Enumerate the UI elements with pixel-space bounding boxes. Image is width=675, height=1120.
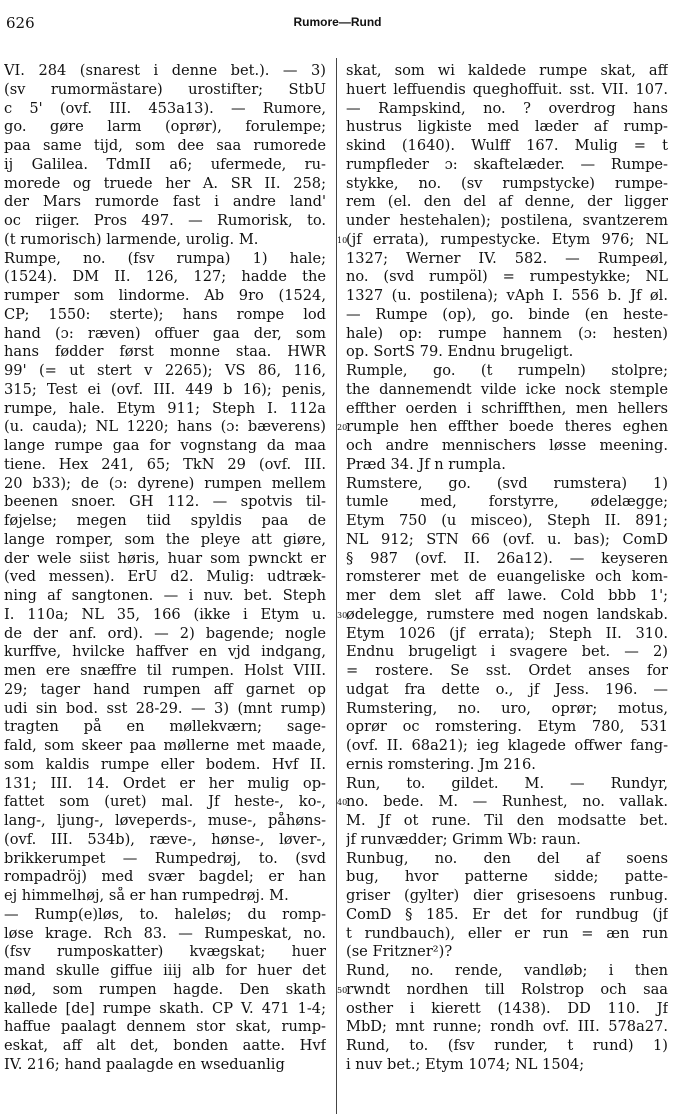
text-line: ning af sangtonen. — i nuv. bet. Steph — [4, 587, 326, 604]
text-line: (1524). DM II. 126, 127; hadde the — [4, 268, 326, 286]
text-line: 1327 (u. postilena); vAph I. 556 b. Jf øl. — [346, 287, 668, 304]
column-divider — [336, 58, 337, 1114]
text-line: Rund, no. rende, vandløb; i then — [346, 962, 668, 979]
text-line: føjelse; megen tiid spyldis paa de — [4, 512, 326, 529]
text-line: 315; Test ei (ovf. III. 449 b 16); penis, — [4, 380, 326, 398]
text-line: tumle med, forstyrre, ødelægge; — [346, 493, 668, 511]
text-line: som kaldis rumpe eller bodem. Hvf II. — [4, 755, 326, 773]
text-line: i nuv bet.; Etym 1074; NL 1504; — [346, 1055, 585, 1073]
text-line: (ovf. III. 534b), ræve-, hønse-, løver-, — [4, 830, 326, 848]
text-line: MbD; mnt runne; rondh ovf. III. 578a27. — [346, 1018, 668, 1036]
text-line: the dannemendt vilde icke nock stemple — [346, 380, 668, 398]
line-number-marker: 10 — [337, 235, 348, 245]
text-line: hustrus ligkiste med læder af rump- — [346, 118, 668, 136]
text-line: Etym 1026 (jf errata); Steph II. 310. — [346, 624, 668, 642]
text-line: CP; 1550: sterte); hans rompe lod — [4, 305, 326, 323]
text-line: effther oerden i schriffthen, men hellers — [346, 399, 668, 417]
text-line: Etym 750 (u misceo), Steph II. 891; — [346, 512, 668, 529]
text-line: Rund, to. (fsv runder, t rund) 1) — [346, 1037, 668, 1054]
line-number-marker: 20 — [337, 423, 348, 433]
text-line: løse krage. Rch 83. — Rumpeskat, no. — [4, 924, 326, 942]
text-line: rompadröj) med svær bagdel; er han — [4, 868, 326, 886]
text-line: huert leffuendis queghoffuit. sst. VII. 107. — [346, 80, 668, 98]
text-line: 99' (= ut stert v 2265); VS 86, 116, — [4, 362, 326, 379]
text-line: lang-, ljung-, løveperds-, muse-, påhøns- — [4, 812, 326, 829]
text-line: (u. cauda); NL 1220; hans (ɔ: bæverens) — [4, 418, 326, 436]
text-line: skat, som wi kaldede rumpe skat, aff — [346, 62, 668, 79]
text-line: oprør oc romstering. Etym 780, 531 — [346, 718, 668, 736]
text-line: rem (el. den del af denne, der ligger — [346, 193, 668, 211]
text-line: tiene. Hex 241, 65; TkN 29 (ovf. III. — [4, 455, 326, 473]
text-line: morede og truede her A. SR II. 258; — [4, 174, 326, 192]
text-line: bug, hvor patterne sidde; patte- — [346, 868, 668, 886]
text-line: go. gøre larm (oprør), forulempe; — [4, 118, 326, 136]
text-line: Runbug, no. den del af soens — [346, 849, 668, 867]
line-number-marker: 50 — [337, 985, 348, 995]
text-line: Rumstere, go. (svd rumstera) 1) — [346, 474, 668, 492]
text-line: ComD § 185. Er det for rundbug (jf — [346, 905, 668, 923]
text-line: 20 b33); de (ɔ: dyrene) rumpen mellem — [4, 474, 326, 492]
text-line: kurffve, hvilcke haffver en vjd indgang, — [4, 643, 326, 661]
text-line: = rostere. Se sst. Ordet anses for — [346, 662, 668, 679]
text-line: rumpe, hale. Etym 911; Steph I. 112a — [4, 399, 326, 417]
text-line: kallede [de] rumpe skath. CP V. 471 1-4; — [4, 999, 326, 1017]
text-line: Endnu brugeligt i svagere bet. — 2) — [346, 643, 668, 661]
text-line: brikkerumpet — Rumpedrøj, to. (svd — [4, 849, 326, 867]
text-line: — Rampskind, no. ? overdrog hans — [346, 99, 668, 117]
text-line: lange romper, som the pleye att giøre, — [4, 530, 326, 548]
text-line: osther i kierett (1438). DD 110. Jf — [346, 999, 668, 1017]
text-line: mand skulle giffue iiij alb for huer det — [4, 962, 326, 979]
text-line: tragten på en møllekværn; sage- — [4, 718, 326, 736]
text-line: 131; III. 14. Ordet er her mulig op- — [4, 774, 326, 792]
text-line: (t rumorisch) larmende, urolig. M. — [4, 230, 259, 248]
text-line: ernis romstering. Jm 216. — [346, 755, 536, 773]
text-line: rumper som lindorme. Ab 9ro (1524, — [4, 287, 326, 304]
text-line: Rumpe, no. (fsv rumpa) 1) hale; — [4, 249, 326, 267]
text-line: mer dem slet aff lawe. Cold bbb 1'; — [346, 587, 668, 604]
text-line: Præd 34. Jf n rumpla. — [346, 455, 506, 473]
left-column — [4, 62, 326, 1075]
text-line: udgat fra dette o., jf Jess. 196. — — [346, 680, 668, 698]
text-line: paa same tijd, som dee saa rumorede — [4, 137, 326, 154]
text-line: under hestehalen); postilena, svantzerem — [346, 212, 668, 229]
text-line: der Mars rumorde fast i andre land' — [4, 193, 326, 211]
text-line: — Rump(e)løs, to. haleløs; du romp- — [4, 905, 326, 923]
text-line: Rumple, go. (t rumpeln) stolpre; — [346, 362, 668, 379]
text-line: nød, som rumpen hagde. Den skath — [4, 980, 326, 998]
text-line: (jf errata), rumpestycke. Etym 976; NL — [346, 230, 668, 248]
text-line: § 987 (ovf. II. 26a12). — keyseren — [346, 549, 668, 567]
text-line: stykke, no. (sv rumpstycke) rumpe- — [346, 174, 668, 192]
page-number: 626 — [6, 14, 35, 32]
text-line: (fsv rumposkatter) kvægskat; huer — [4, 943, 326, 961]
text-line: c 5' (ovf. III. 453a13). — Rumore, — [4, 99, 326, 117]
text-line: der wele siist høris, huar som pwnckt er — [4, 549, 326, 567]
text-line: (ved messen). ErU d2. Mulig: udtræk- — [4, 568, 326, 586]
text-line: I. 110a; NL 35, 166 (ikke i Etym u. — [4, 605, 326, 623]
text-line: (sv rumormästare) urostifter; StbU — [4, 80, 326, 98]
text-line: griser (gylter) dier grisesoens runbug. — [346, 887, 668, 904]
text-line: rwndt nordhen till Rolstrop och saa — [346, 980, 668, 998]
text-line: udi sin bod. sst 28-29. — 3) (mnt rump) — [4, 699, 326, 717]
text-line: ej himmelhøj, så er han rumpedrøj. M. — [4, 887, 289, 904]
text-line: (se Fritzner²)? — [346, 943, 453, 961]
text-line: Rumstering, no. uro, oprør; motus, — [346, 699, 668, 717]
text-line: fattet som (uret) mal. Jf heste-, ko-, — [4, 793, 326, 811]
text-line: rumpfleder ɔ: skaftelæder. — Rumpe- — [346, 155, 668, 173]
line-number-marker: 40 — [337, 798, 348, 808]
text-line: oc riiger. Pros 497. — Rumorisk, to. — [4, 212, 326, 229]
text-line: fald, som skeer paa møllerne met maade, — [4, 737, 326, 754]
text-line: eskat, aff alt det, bonden aatte. Hvf — [4, 1037, 326, 1054]
text-line: och andre mennischers løsse meening. — [346, 437, 668, 454]
text-line: IV. 216; hand paalagde en wseduanlig — [4, 1055, 285, 1073]
text-line: — Rumpe (op), go. binde (en heste- — [346, 305, 668, 323]
text-line: (ovf. II. 68a21); ieg klagede offwer fang- — [346, 737, 668, 754]
text-line: men ere snæffre til rumpen. Holst VIII. — [4, 662, 326, 679]
text-line: skind (1640). Wulff 167. Mulig = t — [346, 137, 668, 154]
text-line: haffue paalagt dennem stor skat, rump- — [4, 1018, 326, 1036]
text-line: 1327; Werner IV. 582. — Rumpeøl, — [346, 249, 668, 267]
right-column — [346, 62, 668, 1075]
text-line: VI. 284 (snarest i denne bet.). — 3) — [4, 62, 326, 79]
text-line: t rundbauch), eller er run = æn run — [346, 924, 668, 942]
text-line: no. bede. M. — Runhest, no. vallak. — [346, 793, 668, 811]
text-line: hand (ɔ: ræven) offuer gaa der, som — [4, 324, 326, 342]
text-line: 29; tager hand rumpen aff garnet op — [4, 680, 326, 698]
text-line: ij Galilea. TdmII a6; ufermede, ru- — [4, 155, 326, 173]
text-line: romsterer met de euangeliske och kom- — [346, 568, 668, 586]
line-number-marker: 30 — [337, 610, 348, 620]
text-line: op. SortS 79. Endnu brugeligt. — [346, 343, 574, 361]
text-line: lange rumpe gaa for vognstang da maa — [4, 437, 326, 454]
text-line: jf runvædder; Grimm Wb: raun. — [346, 830, 581, 848]
text-line: M. Jf ot rune. Til den modsatte bet. — [346, 812, 668, 829]
text-line: de der anf. ord). — 2) bagende; nogle — [4, 624, 326, 642]
page-header — [0, 14, 675, 36]
text-line: hale) op: rumpe hannem (ɔ: hesten) — [346, 324, 668, 342]
page-title: Rumore—Rund — [293, 15, 382, 29]
text-line: beenen snoer. GH 112. — spotvis til- — [4, 493, 326, 511]
text-line: hans fødder først monne staa. HWR — [4, 343, 326, 361]
text-line: Run, to. gildet. M. — Rundyr, — [346, 774, 668, 792]
text-line: NL 912; STN 66 (ovf. u. bas); ComD — [346, 530, 668, 548]
text-line: ødelegge, rumstere med nogen landskab. — [346, 605, 668, 623]
text-line: no. (svd rumpöl) = rumpestykke; NL — [346, 268, 668, 286]
text-line: rumple hen effther boede theres eghen — [346, 418, 668, 436]
